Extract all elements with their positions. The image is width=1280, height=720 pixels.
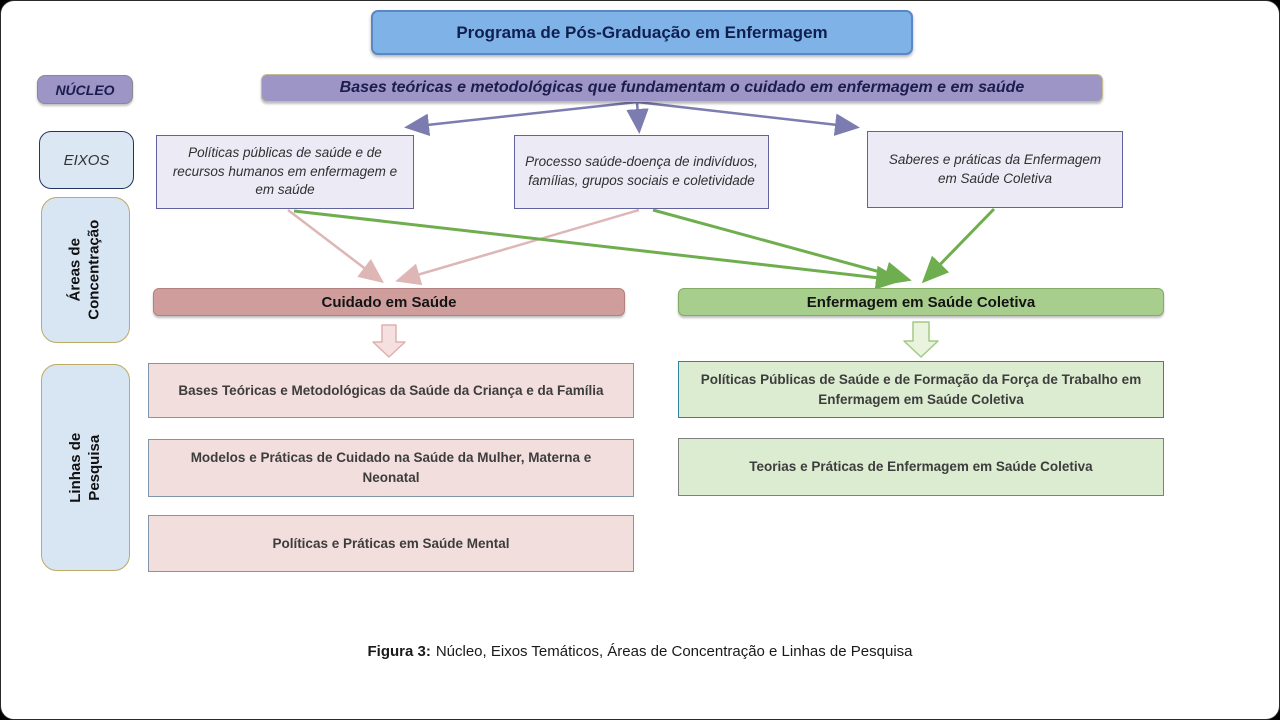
area-enfermagem-saude-coletiva: Enfermagem em Saúde Coletiva (678, 288, 1164, 316)
nucleo-to-eixos-arrows (409, 102, 855, 129)
linha-politicas-praticas-saude-mental: Políticas e Práticas em Saúde Mental (148, 515, 634, 572)
figure-caption-text: Núcleo, Eixos Temáticos, Áreas de Concentração e Linhas de Pesquisa (435, 642, 913, 660)
program-title: Programa de Pós-Graduação em Enfermagem (371, 10, 913, 55)
nucleo-statement: Bases teóricas e metodológicas que fundamentam o cuidado em enfermagem e em saúde (261, 74, 1103, 102)
areas-concentracao-label (41, 197, 130, 343)
eixo-saberes-praticas: Saberes e práticas da Enfermagem em Saúde Coletiva (867, 131, 1123, 208)
linha-modelos-praticas-mulher-materna: Modelos e Práticas de Cuidado na Saúde da Mulher, Materna e Neonatal (148, 439, 634, 497)
linha-politicas-publicas-forca-trabalho: Políticas Públicas de Saúde e de Formação da Força de Trabalho em Enfermagem em Saúde Coletiva (678, 361, 1164, 418)
eixos-label: EIXOS (39, 131, 134, 189)
figure-caption-prefix: Figura 3: (367, 642, 431, 660)
eixos-to-cuidado-arrows (288, 210, 639, 280)
linhas-pesquisa-label (41, 364, 130, 571)
nucleo-label: NÚCLEO (37, 75, 133, 104)
linhas-pesquisa-label-text: Linhas de Pesquisa (66, 432, 103, 503)
eixo-politicas-publicas: Políticas públicas de saúde e de recursos humanos em enfermagem e em saúde (156, 135, 414, 209)
eixo-processo-saude-doenca: Processo saúde-doença de indivíduos, famílias, grupos sociais e coletividade (514, 135, 769, 209)
figure-caption (1, 639, 1279, 663)
linha-teorias-praticas-enfermagem: Teorias e Práticas de Enfermagem em Saúde Coletiva (678, 438, 1164, 496)
areas-concentracao-label-text: Áreas de Concentração (66, 219, 103, 321)
linha-bases-teoricas-crianca-familia: Bases Teóricas e Metodológicas da Saúde da Criança e da Família (148, 363, 634, 418)
down-arrow-green-icon (904, 322, 938, 357)
down-arrow-pink-icon (373, 325, 405, 357)
area-cuidado-em-saude: Cuidado em Saúde (153, 288, 625, 316)
eixos-to-coletiva-arrows (294, 209, 994, 280)
